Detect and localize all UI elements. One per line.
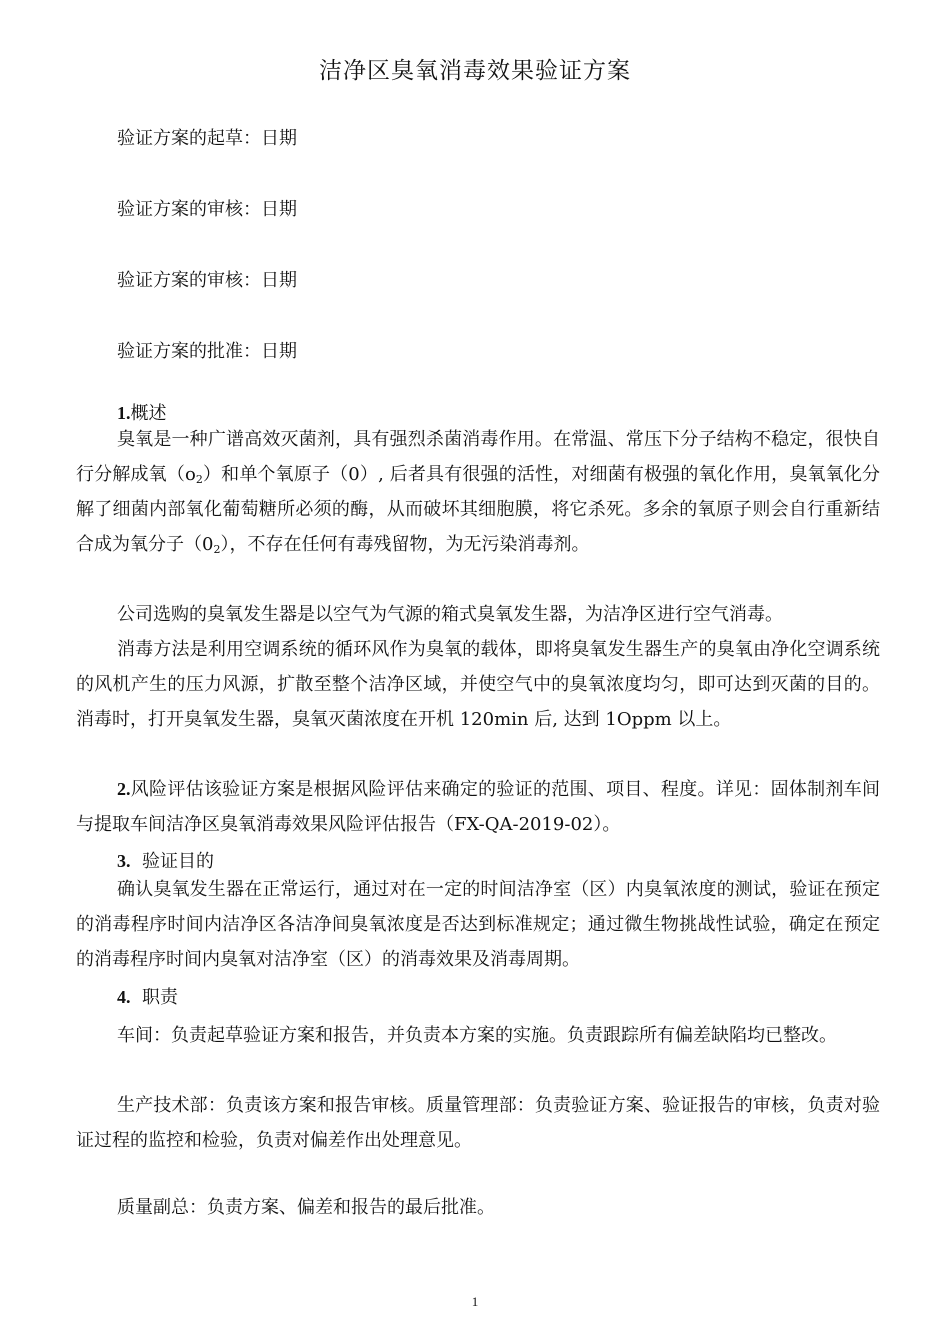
subscript: 2 — [213, 543, 221, 556]
text-run: ）和单个氧原子（0）, 后者具有很强的活性，对细菌有极强的氧化作用，臭氧氧化分解了细菌内部氧化葡萄糖所必须的酶，从而破坏其细胞膜，将它杀死。多余的氧原子则会自行重新结合成为氧分子（0 — [76, 464, 880, 555]
duties-tech-paragraph: 生产技术部：负责该方案和报告审核。质量管理部：负责验证方案、验证报告的审核，负责对验证过程的监控和检验，负责对偏差作出处理意见。 — [76, 1095, 880, 1151]
section-3-heading — [117, 847, 214, 873]
text-run: 臭氧是一种广谱高效灭菌剂，具有强烈杀菌消毒作用。在常温、常压下分子结构不稳定，很快自行分解成氧（o — [76, 429, 880, 485]
signature-line-review-1: 验证方案的审核：日期 — [117, 199, 297, 220]
subscript: 2 — [195, 473, 203, 486]
section-number: 2. — [117, 779, 131, 799]
overview-paragraph-2: 公司选购的臭氧发生器是以空气为气源的箱式臭氧发生器，为洁净区进行空气消毒。 — [117, 604, 783, 625]
signature-line-approval: 验证方案的批准：日期 — [117, 341, 297, 362]
section-number: 1. — [117, 403, 131, 423]
section-4-heading — [117, 983, 178, 1009]
section-number: 4. — [117, 987, 131, 1007]
duties-workshop-paragraph: 车间：负责起草验证方案和报告，并负责本方案的实施。负责跟踪所有偏差缺陷均已整改。 — [117, 1025, 837, 1046]
document-title: 洁净区臭氧消毒效果验证方案 — [319, 58, 631, 84]
overview-paragraph-3: 消毒方法是利用空调系统的循环风作为臭氧的载体，即将臭氧发生器生产的臭氧由净化空调系统的风机产生的压力风源，扩散至整个洁净区域，并使空气中的臭氧浓度均匀，即可达到灭菌的目的。消毒时，打开臭氧发生器，臭氧灭菌浓度在开机 120min 后, 达到 1Oppm 以上。 — [76, 639, 880, 730]
risk-assessment-paragraph — [76, 772, 880, 842]
purpose-paragraph: 确认臭氧发生器在正常运行，通过对在一定的时间洁净室（区）内臭氧浓度的测试，验证在预定的消毒程序时间内洁净区各洁净间臭氧浓度是否达到标准规定；通过微生物挑战性试验，确定在预定的消毒程序时间内臭氧对洁净室（区）的消毒效果及消毒周期。 — [76, 879, 880, 970]
signature-line-review-2: 验证方案的审核：日期 — [117, 270, 297, 291]
section-title: 职责 — [141, 987, 178, 1008]
section-title: 概述 — [130, 403, 167, 424]
section-number: 3. — [117, 851, 131, 871]
overview-paragraph-1 — [76, 422, 880, 562]
section-title: 验证目的 — [141, 851, 214, 872]
duties-quality-vp-paragraph: 质量副总：负责方案、偏差和报告的最后批准。 — [117, 1197, 495, 1218]
text-run: 风险评估该验证方案是根据风险评估来确定的验证的范围、项目、程度。详见：固体制剂车间与提取车间洁净区臭氧消毒效果风险评估报告（FX-QA-2019-02）。 — [76, 779, 880, 835]
signature-line-draft: 验证方案的起草：日期 — [117, 128, 297, 149]
text-run: ），不存在任何有毒残留物，为无污染消毒剂。 — [220, 534, 590, 555]
page-number: 1 — [471, 1294, 479, 1309]
